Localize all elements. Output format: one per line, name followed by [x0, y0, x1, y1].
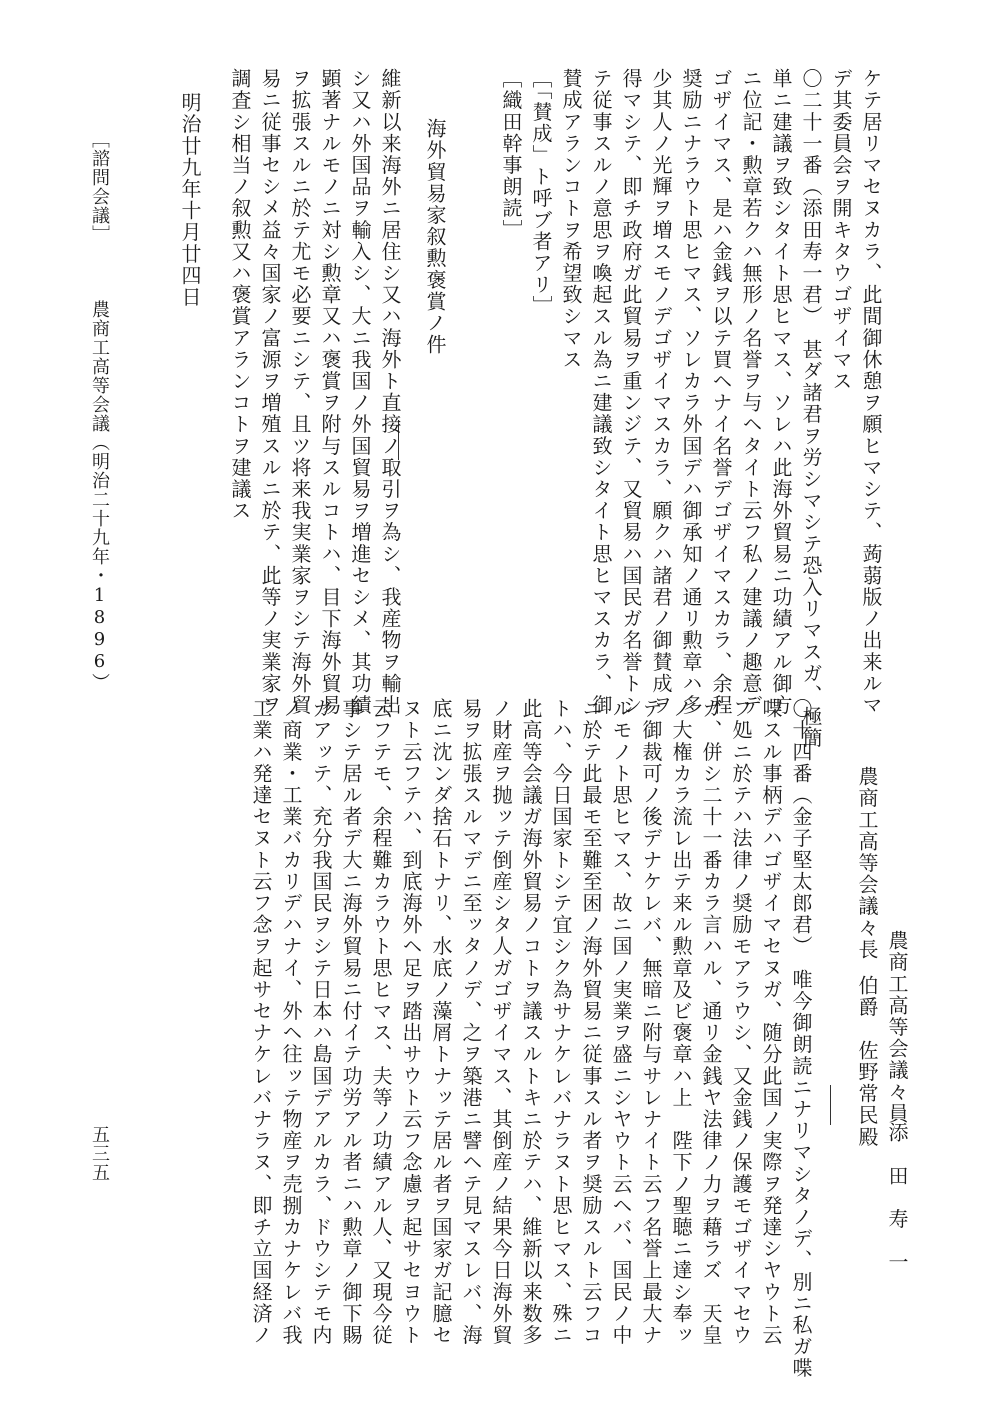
signature-rule: [830, 1085, 831, 1125]
text-column: 云フテモ、余程難カラウト思ヒマス、夫等ノ功績アル人、又現今従: [369, 698, 393, 1346]
signature-chair-name: 伯爵 佐野常民殿: [855, 975, 879, 1148]
text-column: 底ニ沈ンダ捨石トナリ、水底ノ藻屑トナッテ居ル者ヲ国家ガ記臆セ: [429, 698, 453, 1346]
text-column: 易ヲ拡張スルマデニ至ッタノデ、之ヲ築港ニ譬ヘテ見マスレバ、海: [459, 698, 483, 1346]
text-column: ヲ拡張スルニ於テ尤モ必要ニシテ、且ツ将来我実業家ヲシテ海外貿: [288, 68, 312, 716]
signature-member-name: 添 田 寿 一: [885, 1122, 909, 1274]
text-column: シ又ハ外国品ヲ輸入シ、大ニ我国ノ外国貿易ヲ増進セシメ、其功績: [348, 68, 372, 716]
text-column: 得マシテ、即チ政府ガ此貿易ヲ重ンジテ、又貿易ハ国民ガ名誉トシ: [619, 68, 643, 716]
text-column: トハ、今日国家トシテ宜シク為サナケレバナラヌト思ヒマス、殊ニ: [549, 698, 573, 1346]
running-head-title: 農商工高等会議（明治二十九年・1896）: [89, 300, 110, 692]
text-column: 維新以来海外ニ居住シ又ハ海外ト直接ノ取引ヲ為シ、我産物ヲ輸出: [378, 68, 402, 716]
text-column: ケテ居リマセヌカラ、此間御休憩ヲ願ヒマシテ、蒟蒻版ノ出来ルマ: [859, 68, 883, 716]
stage-direction: ［「賛成」ト呼ブ者アリ］: [529, 68, 553, 318]
text-column: 此高等会議ガ海外貿易ノコトヲ議スルトキニ於テハ、維新以来数多: [519, 698, 543, 1346]
text-column: ガアッテ、充分我国民ヲシテ日本ハ島国デアルカラ、ドウシテモ内: [309, 698, 333, 1346]
text-column: 単ニ建議ヲ致シタイト思ヒマス、ソレハ此海外貿易ニ功績アル御方: [769, 68, 793, 716]
text-column: 事シテ居ル者デ大ニ海外貿易ニ付イテ功労アル者ニハ勲章ノ御下賜: [339, 698, 363, 1346]
date-line: 明治廿九年十月廿四日: [178, 92, 202, 308]
text-column: 〇十四番（金子堅太郎君） 唯今御朗読ニナリマシタノデ、別ニ私ガ喋: [789, 698, 813, 1380]
page-number: 五三五: [89, 1125, 110, 1182]
text-column: 工業ハ発達セヌト云フ念ヲ起サセナケレバナラヌ、即チ立国経済ノ: [249, 698, 273, 1346]
signature-chair-title: 農商工高等会議々長: [855, 766, 879, 961]
text-column: ゴザイマス、是ハ金銭ヲ以テ買ヘナイ名誉デゴザイマスカラ、余程: [709, 68, 733, 716]
running-head-section: ［諮問会議］: [89, 130, 110, 244]
text-column: ルモノト思ヒマス、故ニ国ノ実業ヲ盛ニシヤウト云ヘバ、国民ノ中: [609, 698, 633, 1346]
text-column: 調査シ相当ノ叙勲又ハ褒賞アランコトヲ建議ス: [228, 68, 252, 522]
text-column: テ従事スルノ意思ヲ喚起スル為ニ建議致シタイト思ヒマスカラ、御: [589, 68, 613, 716]
signature-member-title: 農商工高等会議々員: [885, 930, 909, 1125]
text-column: 顕著ナルモノニ対シ勲章又ハ褒賞ヲ附与スルコトハ、目下海外貿易: [318, 68, 342, 716]
text-column: ノ大権カラ流レ出テ来ル勲章及ビ褒章ハ上 陛下ノ聖聴ニ達シ奉ッ: [669, 698, 693, 1346]
text-column: 易ニ従事セシメ益々国家ノ富源ヲ増殖スルニ於テ、此等ノ実業家ヲ: [258, 68, 282, 716]
text-column: 少其人ノ光輝ヲ増スモノデゴザイマスカラ、願クハ諸君ノ御賛成ヲ: [649, 68, 673, 716]
text-column: ヌト云フテハ、到底海外ヘ足ヲ踏出サウト云フ念慮ヲ起サセヨウト: [399, 698, 423, 1346]
text-column: 奨励ニナラウト思ヒマス、ソレカラ外国デハ御承知ノ通リ勲章ハ多: [679, 68, 703, 716]
text-column: ノ商業・工業バカリデハナイ、外ヘ往ッテ物産ヲ売捌カナケレバ我: [279, 698, 303, 1346]
text-column: テ御裁可ノ後デナケレバ、無暗ニ附与サレナイト云フ名誉上最大ナ: [639, 698, 663, 1346]
text-column: フ処ニ於テハ法律ノ奨励モアラウシ、又金銭ノ保護モゴザイマセウ: [729, 698, 753, 1346]
document-title: 海外貿易家叙勲褒賞ノ件: [423, 118, 447, 356]
text-column: ニ位記・勲章若クハ無形ノ名誉ヲ与ヘタイト云フ私ノ建議ノ趣意デ: [739, 68, 763, 716]
text-column: 〇二十一番（添田寿一君） 甚ダ諸君ヲ労シマシテ恐入リマスガ、極簡: [799, 68, 823, 750]
text-column: 賛成アランコトヲ希望致シマス: [559, 68, 583, 371]
stage-direction: ［織田幹事朗読］: [499, 68, 523, 241]
text-column: ガ、併シ二十一番カラ言ハル、通リ金銭ヤ法律ノ力ヲ藉ラズ 天皇: [699, 698, 723, 1346]
text-column: 喋スル事柄デハゴザイマセヌガ、随分此国ノ実際ヲ発達シヤウト云: [759, 698, 783, 1346]
text-column: ニ於テ此最モ至難至困ノ海外貿易ニ従事スル者ヲ奨励スルト云フコ: [579, 698, 603, 1346]
text-column: ノ財産ヲ抛ッテ倒産シタ人ガゴザイマス、其倒産ノ結果今日海外貿: [489, 698, 513, 1346]
text-column: デ其委員会ヲ開キタウゴザイマス: [829, 68, 853, 392]
